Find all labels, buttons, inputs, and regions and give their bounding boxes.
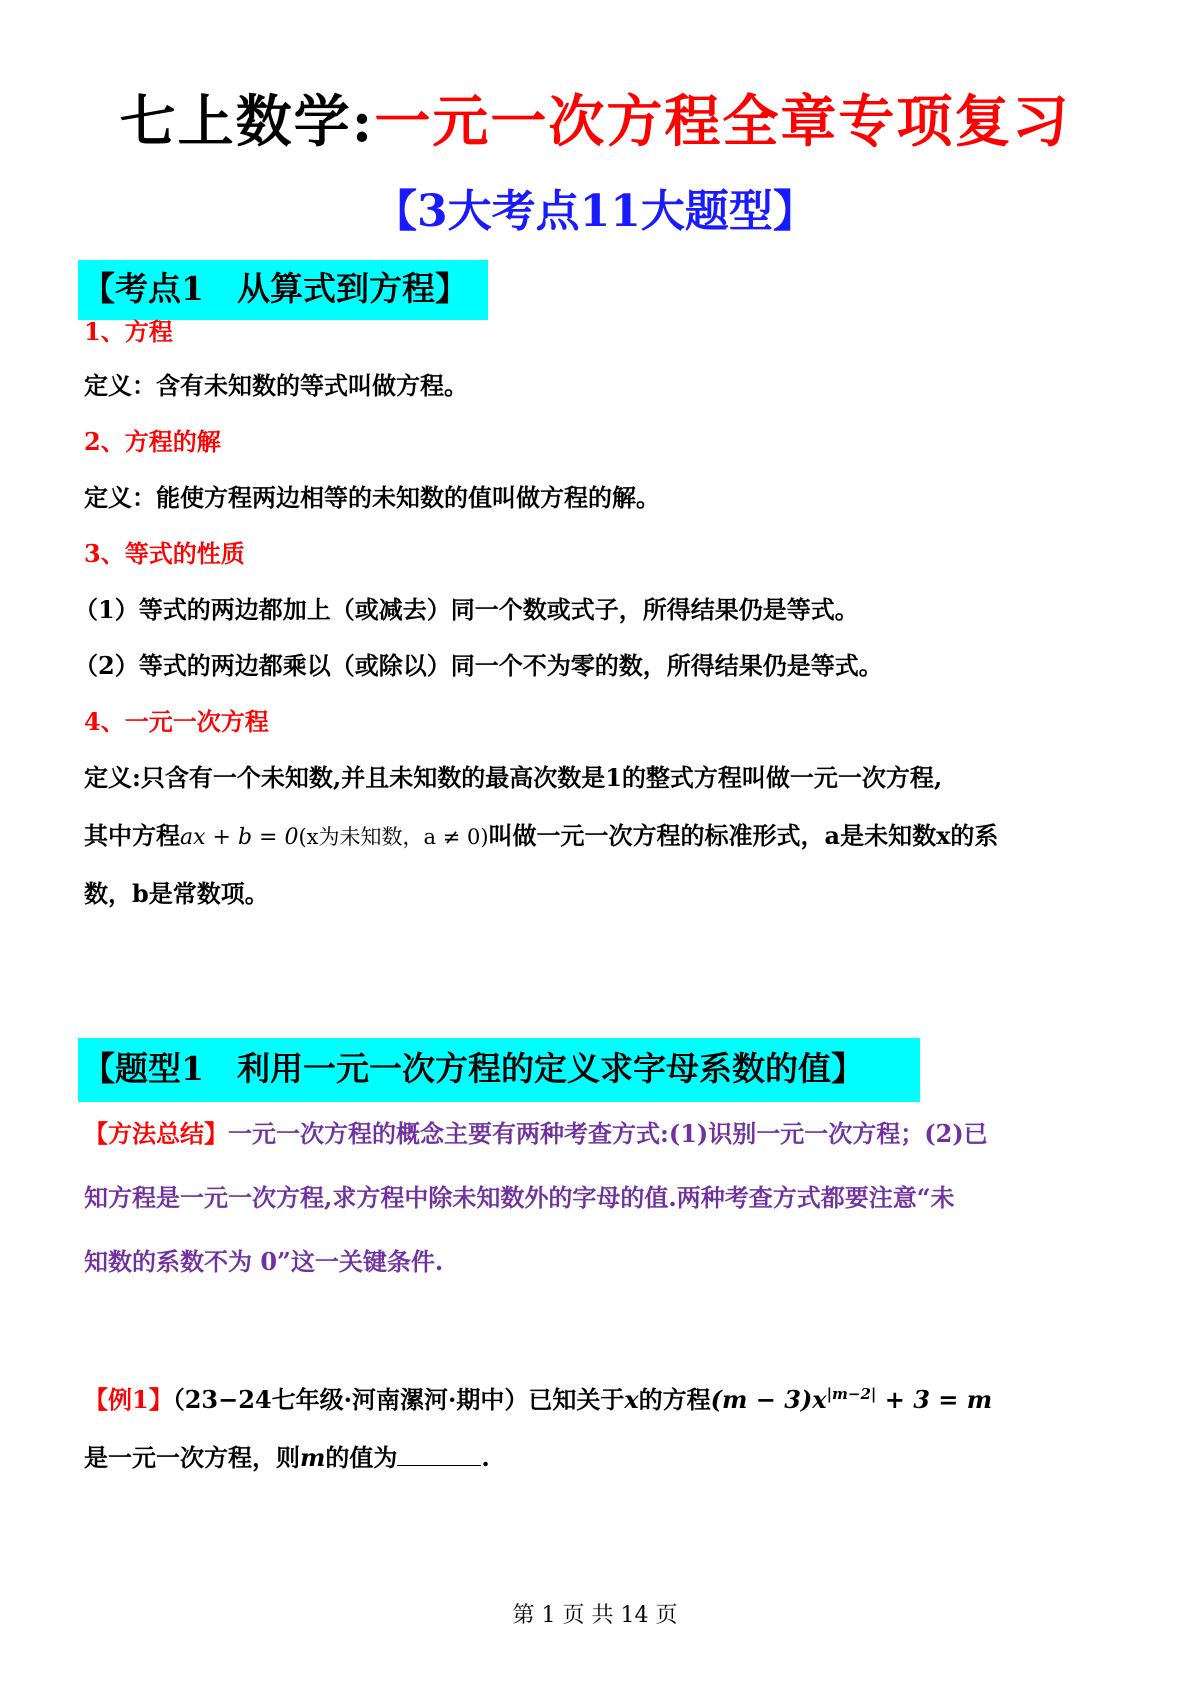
kaodian-1-heading: 【考点1 从算式到方程】 — [78, 260, 488, 320]
item-3-title: 3、等式的性质 — [84, 539, 245, 568]
item-1-definition: 定义：含有未知数的等式叫做方程。 — [84, 371, 468, 400]
page-footer: 第 1 页 共 14 页 — [512, 1603, 678, 1628]
title-prefix: 七上数学: — [119, 89, 375, 155]
item-2-definition: 定义：能使方程两边相等的未知数的值叫做方程的解。 — [84, 483, 660, 512]
page-title — [0, 82, 1190, 162]
item-4-text-b: 叫做一元一次方程的标准形式，a是未知数x的系 — [488, 821, 999, 850]
example-1-source: （23−24七年级·河南漯河·期中） — [172, 1385, 529, 1414]
standard-form-condition: (x为未知数，a ≠ 0) — [298, 825, 489, 849]
example-1-line-2 — [84, 1438, 1114, 1478]
equation-tail: + 3 = m — [876, 1385, 993, 1414]
page-subtitle: 【3大考点11大题型】 — [373, 186, 817, 237]
item-4-definition-line-2 — [84, 816, 1114, 858]
method-summary-line-2: 知方程是一元一次方程,求方程中除未知数外的字母的值.两种考查方式都要注意“未 — [84, 1183, 955, 1212]
example-1-line-2-b: 的值为 — [325, 1443, 398, 1472]
variable-x: x — [624, 1385, 639, 1414]
item-3-property-1: （1）等式的两边都加上（或减去）同一个数或式子，所得结果仍是等式。 — [74, 595, 859, 624]
example-1-line-2-end: . — [481, 1443, 490, 1472]
item-2-title: 2、方程的解 — [84, 427, 221, 456]
equation-exponent: |m−2| — [826, 1385, 877, 1403]
item-4-definition-line-1: 定义:只含有一个未知数,并且未知数的最高次数是1的整式方程叫做一元一次方程, — [84, 763, 943, 792]
method-summary-line-1 — [84, 1114, 1114, 1154]
item-1-title: 1、方程 — [84, 317, 173, 346]
example-1-text-a: 已知关于 — [528, 1385, 625, 1414]
method-summary-text-1: 一元一次方程的概念主要有两种考查方式:(1)识别一元一次方程；(2)已 — [228, 1119, 988, 1148]
item-3-property-2: （2）等式的两边都乘以（或除以）同一个不为零的数，所得结果仍是等式。 — [74, 651, 883, 680]
item-4-title: 4、一元一次方程 — [84, 707, 269, 736]
equation-base: (m − 3)x — [710, 1385, 827, 1414]
example-1-text-b: 的方程 — [638, 1385, 711, 1414]
example-1-label: 【例1】 — [84, 1385, 173, 1414]
tixing-1-heading: 【题型1 利用一元一次方程的定义求字母系数的值】 — [78, 1038, 920, 1102]
method-summary-label: 【方法总结】 — [84, 1119, 228, 1148]
variable-m: m — [300, 1443, 326, 1472]
example-1-line-1 — [84, 1374, 1114, 1420]
method-summary-line-3: 知数的系数不为 0”这一关键条件. — [84, 1247, 444, 1276]
example-1-line-2-a: 是一元一次方程，则 — [84, 1443, 300, 1472]
title-main: 一元一次方程全章专项复习 — [374, 89, 1071, 155]
standard-form-formula: ax + b = 0 — [180, 825, 299, 850]
item-4-text-a: 其中方程 — [84, 821, 180, 850]
answer-blank[interactable] — [397, 1439, 481, 1466]
item-4-definition-line-3: 数，b是常数项。 — [84, 879, 269, 908]
